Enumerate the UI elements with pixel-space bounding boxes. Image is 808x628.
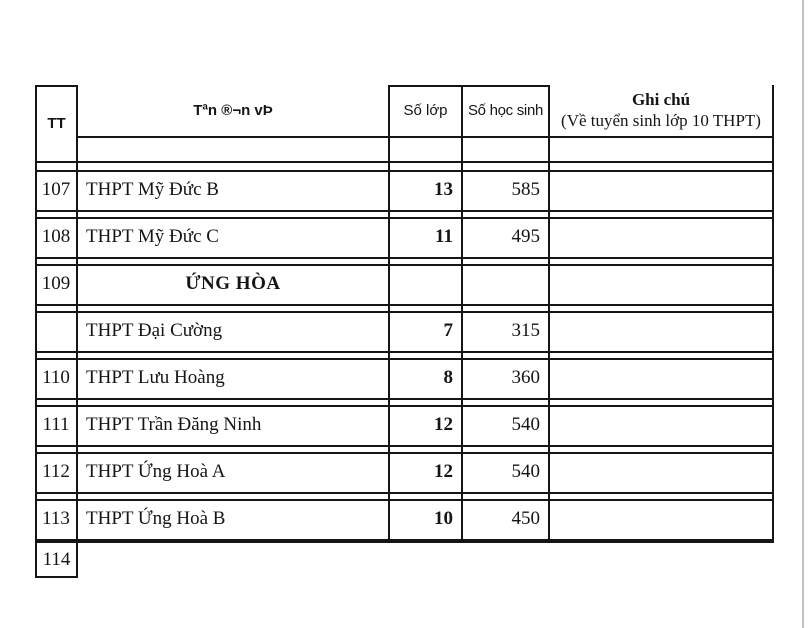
cell-so-lop: 8: [443, 367, 453, 388]
column-header-tt: TT: [47, 114, 66, 132]
cell-tt: 113: [42, 508, 70, 529]
cell-so-hoc-sinh: 360: [511, 367, 540, 388]
cell-tt: 112: [42, 461, 70, 482]
table-row: [35, 358, 774, 398]
cell-so-lop: 12: [434, 414, 453, 435]
grid-line-row-bottom: [35, 257, 774, 259]
column-header-ghi-chu: [550, 82, 772, 138]
cell-ten-don-vi: THPT Lưu Hoàng: [86, 367, 225, 388]
table-row: [35, 499, 774, 539]
ghi-chu-subtitle: (Về tuyển sinh lớp 10 THPT): [561, 110, 761, 130]
grid-line-row-bottom: [35, 351, 774, 353]
cell-so-hoc-sinh: 585: [511, 179, 540, 200]
cell-ten-don-vi: THPT Ứng Hoà B: [86, 508, 226, 529]
grid-line-header-bottom: [35, 161, 774, 163]
cell-so-lop: 13: [434, 179, 453, 200]
table-row: [35, 217, 774, 257]
column-header-so-lop: Số lớp: [403, 102, 448, 119]
cell-so-hoc-sinh: 315: [511, 320, 540, 341]
cell-so-hoc-sinh: 450: [511, 508, 540, 529]
cell-so-hoc-sinh: 495: [511, 226, 540, 247]
grid-line-footer-bottom: [35, 576, 78, 578]
grid-line-row-bottom: [35, 398, 774, 400]
table-row-district-header: [35, 264, 774, 304]
cell-so-lop: 12: [434, 461, 453, 482]
cell-tt: 110: [42, 367, 70, 388]
cell-ten-don-vi: THPT Mỹ Đức C: [86, 226, 219, 247]
table-row: [35, 170, 774, 210]
grid-line-row-bottom: [35, 445, 774, 447]
cell-so-hoc-sinh: 540: [511, 461, 540, 482]
cell-so-lop: 7: [443, 320, 453, 341]
cell-ten-don-vi: ỨNG HÒA: [185, 273, 281, 294]
grid-line-table-bottom-thick: [35, 539, 774, 543]
ghi-chu-title: Ghi chú: [631, 89, 691, 109]
cell-so-lop: 11: [435, 226, 453, 247]
cell-ten-don-vi: THPT Ứng Hoà A: [86, 461, 226, 482]
grid-line-row-bottom: [35, 492, 774, 494]
table-row-footer-tt: 114: [42, 549, 71, 570]
cell-ten-don-vi: THPT Đại Cường: [86, 320, 223, 341]
table-row: [35, 452, 774, 492]
cell-tt: 109: [41, 273, 71, 294]
grid-line-row-bottom: [35, 210, 774, 212]
cell-so-hoc-sinh: 540: [511, 414, 540, 435]
cell-ten-don-vi: THPT Mỹ Đức B: [86, 179, 219, 200]
cell-tt: 107: [41, 179, 71, 200]
cell-tt: 111: [42, 414, 70, 435]
column-header-ten-don-vi: Tªn ®¬n vÞ: [193, 102, 273, 119]
table-row: [35, 405, 774, 445]
grid-line-row-bottom: [35, 304, 774, 306]
table-row: [35, 311, 774, 351]
column-header-so-hoc-sinh: Số học sinh: [467, 102, 544, 119]
cell-ten-don-vi: THPT Trần Đăng Ninh: [86, 414, 262, 435]
cell-so-lop: 10: [434, 508, 453, 529]
scan-page-edge: [802, 0, 804, 628]
cell-tt: 108: [41, 226, 71, 247]
